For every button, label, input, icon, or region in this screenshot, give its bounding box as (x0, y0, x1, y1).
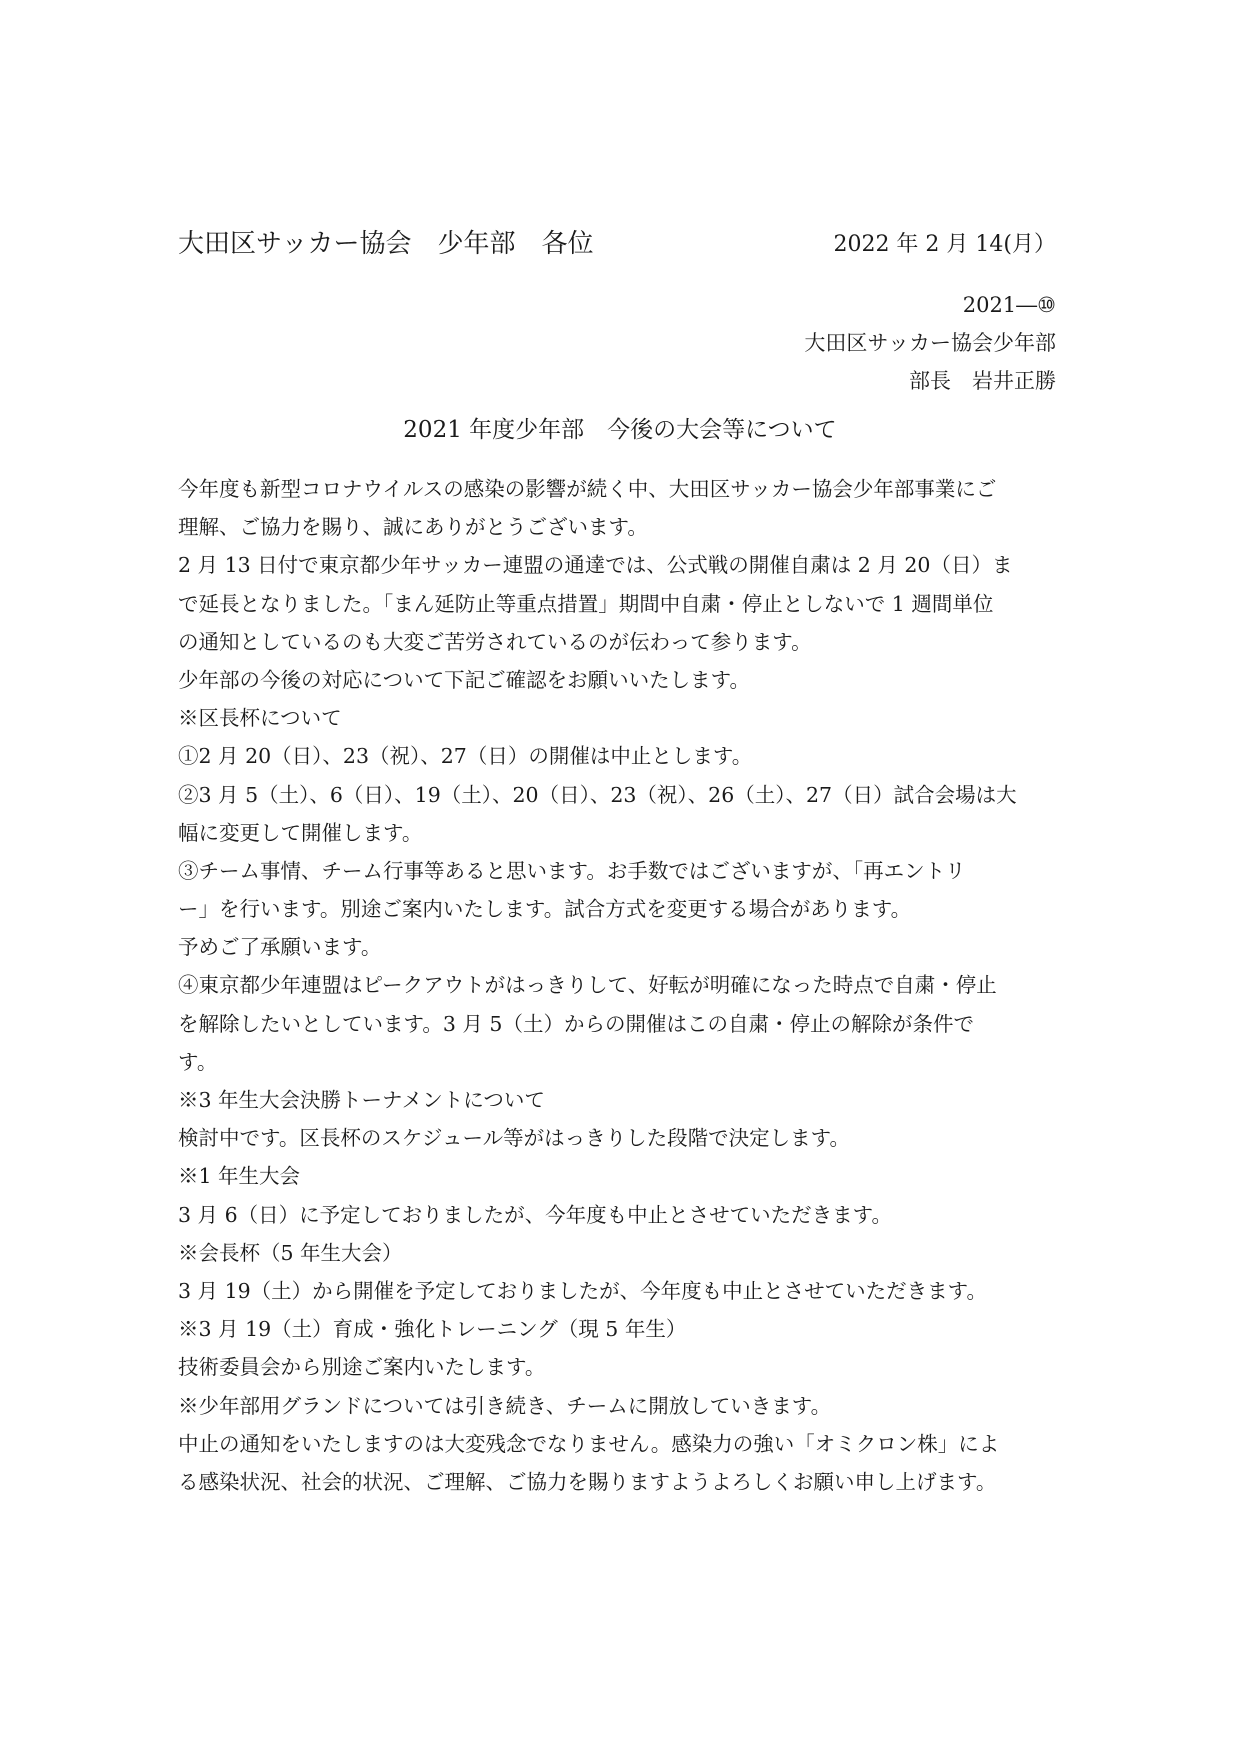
body-line: 検討中です。区長杯のスケジュール等がはっきりした段階で決定します。 (178, 1126, 850, 1151)
body-line: ※区長杯について (178, 706, 342, 731)
signatory: 部長 岩井正勝 (909, 369, 1056, 393)
document-body (178, 470, 1068, 1501)
body-line: で延長となりました。「まん延防止等重点措置」期間中自粛・停止としないで 1 週間単位 (178, 591, 994, 616)
body-line: ※少年部用グランドについては引き続き、チームに開放していきます。 (178, 1393, 832, 1418)
body-line: 予めご了承願います。 (178, 935, 382, 960)
body-line: 2 月 13 日付で東京都少年サッカー連盟の通達では、公式戦の開催自粛は 2 月 20（日）ま (178, 553, 1013, 578)
organization: 大田区サッカー協会少年部 (804, 331, 1056, 355)
body-line: す。 (178, 1049, 218, 1074)
date: 2022 年 2 月 14(月） (833, 232, 1056, 257)
body-line: ②3 月 5（土）、6（日）、19（土）、20（日）、23（祝）、26（土）、27（日）試合会場は大 (178, 782, 1017, 807)
body-line: る感染状況、社会的状況、ご理解、ご協力を賜りますようよろしくお願い申し上げます。 (178, 1469, 997, 1494)
body-line: ※3 年生大会決勝トーナメントについて (178, 1088, 545, 1112)
body-line: ④東京都少年連盟はピークアウトがはっきりして、好転が明確になった時点で自粛・停止 (178, 973, 997, 998)
body-line: 中止の通知をいたしますのは大変残念でなりません。感染力の強い「オミクロン株」によ (178, 1431, 1000, 1456)
body-line: 3 月 19（土）から開催を予定しておりましたが、今年度も中止とさせていただきます。 (178, 1278, 988, 1303)
body-line: ー」を行います。別途ご案内いたします。試合方式を変更する場合があります。 (178, 897, 912, 922)
body-line: ③チーム事情、チーム行事等あると思います。お手数ではございますが、「再エントリ (178, 858, 966, 883)
body-line: 3 月 6（日）に予定しておりましたが、今年度も中止とさせていただきます。 (178, 1202, 892, 1227)
body-line: 今年度も新型コロナウイルスの感染の影響が続く中、大田区サッカー協会少年部事業にご (178, 477, 997, 501)
body-line: ※1 年生大会 (178, 1164, 301, 1189)
body-line: 幅に変更して開催します。 (178, 820, 423, 845)
body-line: 技術委員会から別途ご案内いたします。 (178, 1355, 546, 1380)
document-title: 2021 年度少年部 今後の大会等について (403, 417, 837, 443)
body-line: 理解、ご協力を賜り、誠にありがとうございます。 (178, 515, 648, 540)
addressee: 大田区サッカー協会 少年部 各位 (178, 229, 594, 259)
body-line: ①2 月 20（日）、23（祝）、27（日）の開催は中止とします。 (178, 744, 753, 769)
body-line: ※3 月 19（土）育成・強化トレーニング（現 5 年生） (178, 1317, 687, 1342)
body-line: 少年部の今後の対応について下記ご確認をお願いいたします。 (178, 667, 750, 692)
body-line: ※会長杯（5 年生大会） (178, 1240, 403, 1265)
doc-number: 2021―⑩ (962, 293, 1056, 317)
sender-block (804, 286, 1056, 400)
body-line: の通知としているのも大変ご苦労されているのが伝わって参ります。 (178, 629, 812, 654)
body-line: を解除したいとしています。3 月 5（土）からの開催はこの自粛・停止の解除が条件で (178, 1011, 974, 1036)
